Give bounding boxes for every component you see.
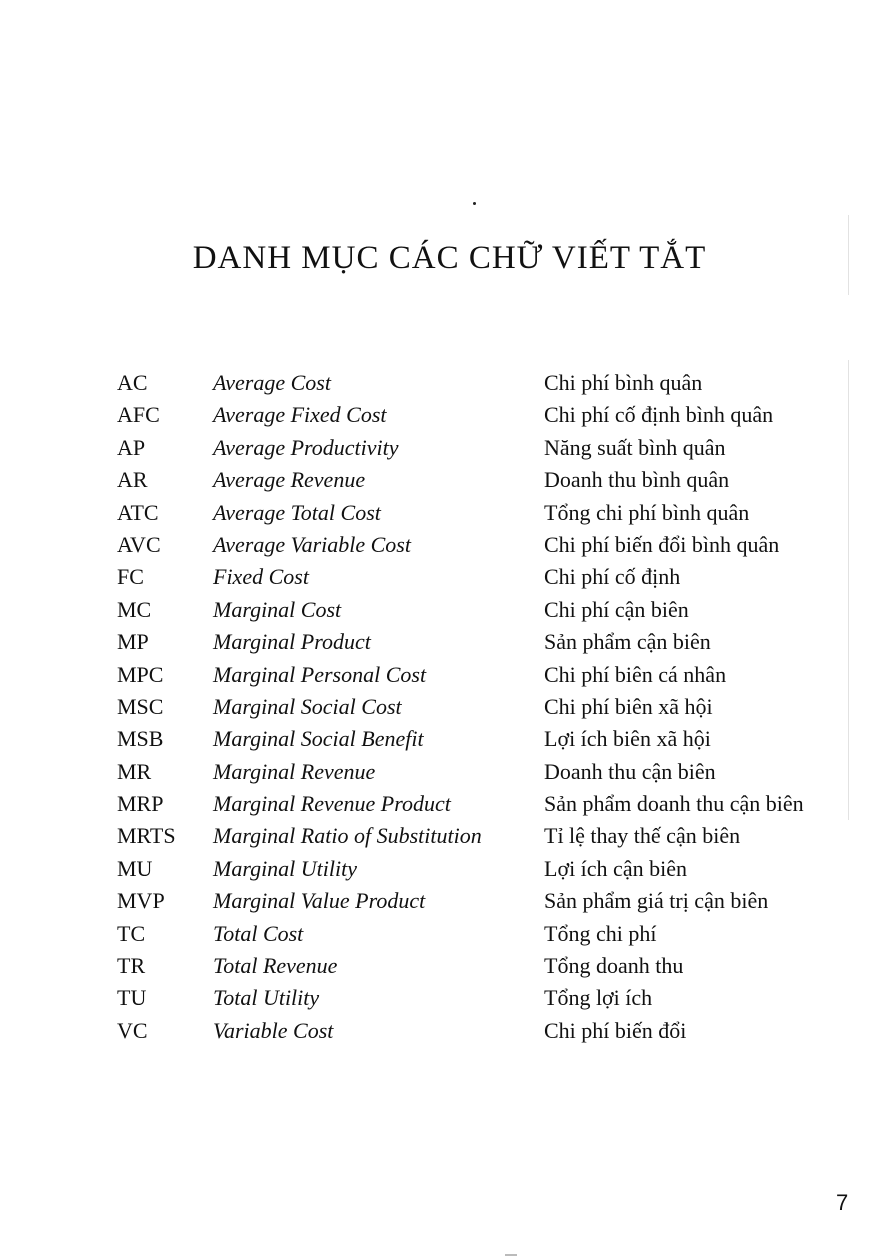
english-term: Average Productivity: [213, 434, 399, 460]
page-number: 7: [836, 1190, 849, 1215]
abbreviation: MVP: [117, 888, 165, 914]
vietnamese-term: Sản phẩm doanh thu cận biên: [544, 791, 804, 817]
vietnamese-term: Chi phí biến đổi: [544, 1017, 687, 1043]
vietnamese-term: Chi phí bình quân: [544, 370, 703, 395]
abbreviation: AFC: [117, 402, 160, 428]
scan-edge-line: [848, 360, 849, 820]
abbreviation: MR: [117, 758, 152, 784]
abbreviation: FC: [117, 564, 144, 590]
english-term: Total Utility: [213, 985, 320, 1011]
list-item: [117, 918, 857, 950]
abbreviation: MSB: [117, 726, 164, 752]
abbreviation: MP: [117, 629, 149, 655]
english-term: Average Fixed Cost: [213, 402, 387, 428]
abbreviation: MC: [117, 596, 152, 622]
vietnamese-term: Chi phí biến đổi bình quân: [544, 531, 780, 557]
vietnamese-term: Tỉ lệ thay thế cận biên: [544, 823, 741, 849]
abbreviation: MPC: [117, 661, 164, 687]
vietnamese-term: Doanh thu bình quân: [544, 467, 730, 493]
list-item: [117, 820, 857, 852]
english-term: Marginal Ratio of Substitution: [213, 823, 482, 849]
english-term: Marginal Cost: [213, 596, 342, 622]
list-item: [117, 464, 857, 496]
abbreviation: AVC: [117, 531, 161, 557]
list-item: [117, 788, 857, 820]
list-item: [117, 367, 857, 399]
vietnamese-term: Chi phí biên xã hội: [544, 693, 713, 719]
scan-speck: [473, 202, 476, 205]
vietnamese-term: Tổng doanh thu: [544, 953, 684, 979]
list-item: [117, 529, 857, 561]
abbreviation-list: [117, 367, 857, 1047]
scan-edge-line: [848, 215, 849, 295]
list-item: [117, 399, 857, 431]
english-term: Marginal Product: [213, 629, 371, 655]
vietnamese-term: Chi phí cố định bình quân: [544, 402, 774, 428]
abbreviation: MRP: [117, 791, 164, 817]
abbreviation: AC: [117, 370, 148, 395]
english-term: Average Total Cost: [213, 499, 381, 525]
list-item: [117, 885, 857, 917]
vietnamese-term: Lợi ích cận biên: [544, 855, 687, 881]
abbreviation: TC: [117, 920, 146, 946]
abbreviation: TU: [117, 985, 147, 1011]
abbreviation: MRTS: [117, 823, 176, 849]
english-term: Fixed Cost: [213, 564, 309, 590]
list-item: [117, 756, 857, 788]
scan-mark: [505, 1254, 517, 1256]
vietnamese-term: Chi phí cố định: [544, 564, 681, 590]
list-item: [117, 691, 857, 723]
abbreviation: TR: [117, 953, 146, 979]
english-term: Marginal Utility: [213, 855, 358, 881]
list-item: [117, 950, 857, 982]
vietnamese-term: Chi phí biên cá nhân: [544, 661, 727, 687]
english-term: Average Cost: [213, 370, 331, 395]
english-term: Marginal Revenue: [213, 758, 376, 784]
english-term: Variable Cost: [213, 1017, 334, 1043]
vietnamese-term: Lợi ích biên xã hội: [544, 726, 711, 752]
list-item: [117, 982, 857, 1014]
english-term: Marginal Personal Cost: [213, 661, 427, 687]
english-term: Average Variable Cost: [213, 531, 411, 557]
vietnamese-term: Sản phẩm cận biên: [544, 629, 711, 655]
english-term: Marginal Revenue Product: [213, 791, 451, 817]
english-term: Total Cost: [213, 920, 304, 946]
english-term: Average Revenue: [213, 467, 366, 493]
vietnamese-term: Chi phí cận biên: [544, 596, 689, 622]
abbreviation: VC: [117, 1017, 148, 1043]
list-item: [117, 1015, 857, 1047]
list-item: [117, 626, 857, 658]
list-item: [117, 594, 857, 626]
abbreviation: AR: [117, 467, 148, 493]
list-item: [117, 561, 857, 593]
list-item: [117, 853, 857, 885]
vietnamese-term: Tổng chi phí: [544, 920, 657, 946]
abbreviation: MU: [117, 855, 153, 881]
list-item: [117, 659, 857, 691]
list-item: [117, 432, 857, 464]
list-item: [117, 497, 857, 529]
vietnamese-term: Năng suất bình quân: [544, 434, 726, 460]
page-title: DANH MỤC CÁC CHỮ VIẾT TẮT: [192, 240, 707, 276]
english-term: Marginal Value Product: [213, 888, 426, 914]
vietnamese-term: Tổng lợi ích: [544, 985, 653, 1011]
abbreviation: MSC: [117, 693, 164, 719]
abbreviation: AP: [117, 434, 146, 460]
abbreviation: ATC: [117, 499, 159, 525]
english-term: Marginal Social Benefit: [213, 726, 424, 752]
list-item: [117, 723, 857, 755]
english-term: Marginal Social Cost: [213, 693, 402, 719]
vietnamese-term: Doanh thu cận biên: [544, 758, 716, 784]
vietnamese-term: Tổng chi phí bình quân: [544, 499, 750, 525]
english-term: Total Revenue: [213, 953, 338, 979]
vietnamese-term: Sản phẩm giá trị cận biên: [544, 888, 769, 914]
